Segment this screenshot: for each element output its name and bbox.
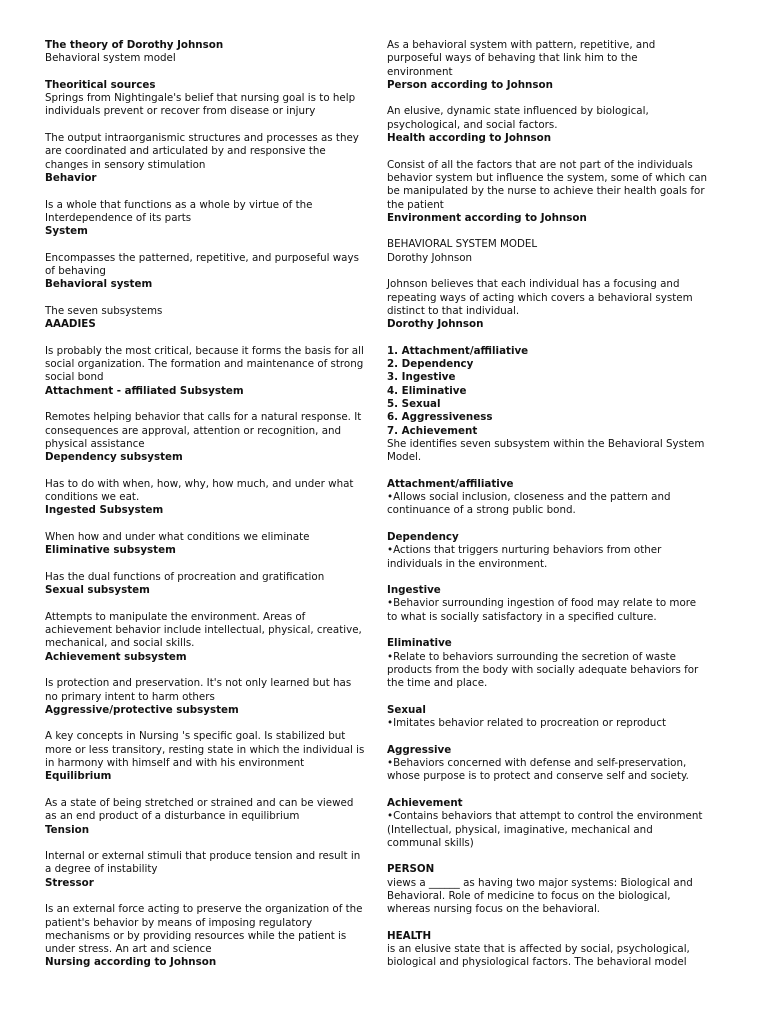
heading-line: Equilibrium [45,770,112,783]
left-text-block [45,79,367,119]
left-text-block [45,903,367,969]
text-line: repeating ways of acting which covers a behavioral system [387,291,693,304]
text-line: Is probably the most critical, because it forms the basis for all [45,344,364,357]
text-line: of behaving [45,265,106,278]
heading-line: Achievement subsystem [45,650,187,663]
text-line: •Imitates behavior related to procreation or reproduct [387,717,667,730]
text-line: individuals in the environment. [387,557,548,570]
text-line: When how and under what conditions we eliminate [45,530,310,543]
heading-line: Person according to Johnson [387,78,553,91]
text-line: Is protection and preservation. It's not only learned but has [45,677,352,690]
heading-line: Tension [45,823,90,836]
text-line: environment [387,65,453,78]
text-line: Is an external force acting to preserve the organization of the [45,903,363,916]
text-line: The output intraorganismic structures and processes as they [45,132,359,145]
text-line: Has to do with when, how, why, how much, and under what [45,477,354,490]
text-line: Interdependence of its parts [45,211,192,224]
left-text-block [45,478,367,518]
heading-line: Dependency [387,530,459,543]
heading-line: Eliminative subsystem [45,544,176,557]
text-line: Dorothy Johnson [387,251,473,264]
text-line: no primary intent to harm others [45,690,215,703]
text-line: to what is socially satisfactory in a specified culture. [387,610,657,623]
heading-line: Health according to Johnson [387,132,552,145]
heading-line: The theory of Dorothy Johnson [45,39,224,51]
text-line: changes in sensory stimulation [45,158,206,171]
left-text-block [45,252,367,292]
left-text-block [45,677,367,717]
text-line: social bond [45,371,104,384]
text-line: is an elusive state that is affected by social, psychological, [387,943,690,956]
text-line: Is a whole that functions as a whole by virtue of the [45,198,313,211]
text-line: mechanisms or by providing resources while the patient is [45,929,347,942]
right-text-block [387,39,707,92]
text-line: •Allows social inclusion, closeness and the pattern and [387,491,671,504]
right-text-block [387,531,707,571]
heading-line: AAADIES [45,318,96,331]
text-line: distinct to that individual. [387,304,520,317]
right-text-block [387,159,707,225]
text-line: •Actions that triggers nurturing behaviors from other [387,544,662,557]
text-line: •Relate to behaviors surrounding the secretion of waste [387,650,676,663]
right-text-block [387,105,707,145]
text-line: As a behavioral system with pattern, repetitive, and [387,39,656,51]
right-text-block [387,797,707,850]
heading-line: 5. Sexual [387,398,441,411]
text-line: purposeful ways of behaving that link him to the [387,52,638,65]
text-line: (Intellectual, physical, imaginative, mechanical and [387,823,653,836]
text-line: patient's behavior by means of imposing regulatory [45,916,313,929]
right-text-block [387,637,707,690]
text-line: under stress. An art and science [45,943,212,956]
text-line: consequences are approval, attention or recognition, and [45,424,342,437]
left-column [45,39,367,983]
heading-line: Ingested Subsystem [45,504,164,517]
text-line: •Behavior surrounding ingestion of food may relate to more [387,597,697,610]
right-text-block [387,930,707,970]
text-line: views a ______ as having two major systems: Biological and [387,876,693,889]
right-text-block [387,584,707,624]
left-text-block [45,797,367,837]
text-line: social organization. The formation and maintenance of strong [45,358,364,371]
heading-line: 3. Ingestive [387,371,456,384]
right-text-block [387,744,707,784]
text-line: Has the dual functions of procreation and gratification [45,570,325,583]
text-line: Springs from Nightingale's belief that nursing goal is to help [45,92,356,105]
text-line: Attempts to manipulate the environment. Areas of [45,610,306,623]
text-line: biological and physiological factors. The behavioral model [387,956,687,969]
text-line: individuals prevent or recover from disease or injury [45,105,316,118]
heading-line: Achievement [387,796,463,809]
text-line: Behavioral system model [45,52,176,65]
heading-line: 7. Achievement [387,424,478,437]
text-line: the patient [387,198,444,211]
text-line: achievement behavior include intellectual, physical, creative, [45,624,362,637]
text-line: whereas nursing focus on the behavioral. [387,903,601,916]
left-text-block [45,850,367,890]
heading-line: PERSON [387,863,435,876]
text-line: An elusive, dynamic state influenced by biological, [387,105,649,118]
right-text-block [387,704,707,731]
left-text-block [45,132,367,185]
text-line: physical assistance [45,437,145,450]
text-line: psychological, and social factors. [387,118,558,131]
text-line: Encompasses the patterned, repetitive, and purposeful ways [45,251,359,264]
heading-line: HEALTH [387,929,432,942]
text-line: are coordinated and articulated by and responsive the [45,145,326,158]
left-text-block [45,611,367,664]
left-text-block [45,305,367,332]
text-line: BEHAVIORAL SYSTEM MODEL [387,238,538,251]
text-line: conditions we eat. [45,491,140,504]
text-line: •Contains behaviors that attempt to control the environment [387,810,703,823]
text-line: in harmony with himself and with his environment [45,757,305,770]
text-line: A key concepts in Nursing 's specific goal. Is stabilized but [45,730,346,743]
text-line: Behavioral. Role of medicine to focus on the biological, [387,890,671,902]
text-line: continuance of a strong public bond. [387,504,576,517]
text-line: communal skills) [387,836,474,849]
heading-line: Behavior [45,171,97,184]
text-line: She identifies seven subsystem within the Behavioral System [387,437,705,450]
heading-line: Theoritical sources [45,78,156,91]
heading-line: Ingestive [387,584,441,597]
text-line: Internal or external stimuli that produce tension and result in [45,850,361,863]
heading-line: Sexual [387,703,426,716]
heading-line: Aggressive [387,743,452,756]
left-text-block [45,571,367,598]
text-line: Remotes helping behavior that calls for a natural response. It [45,411,362,424]
text-line: Model. [387,451,422,464]
right-column [387,39,707,983]
heading-line: 2. Dependency [387,358,474,371]
text-line: more or less transitory, resting state in which the individual is [45,743,365,756]
heading-line: Attachment/affiliative [387,477,514,490]
left-text-block [45,730,367,783]
text-line: the time and place. [387,677,488,690]
text-line: as an end product of a disturbance in equilibrium [45,810,300,823]
heading-line: Dependency subsystem [45,451,183,464]
text-line: Johnson believes that each individual has a focusing and [387,278,680,291]
heading-line: 4. Eliminative [387,384,467,397]
left-text-block [45,531,367,558]
left-text-block [45,411,367,464]
text-line: whose purpose is to protect and conserve self and society. [387,770,689,783]
right-text-block [387,345,707,465]
text-line: mechanical, and social skills. [45,637,195,650]
left-text-block [45,199,367,239]
heading-line: Sexual subsystem [45,584,150,597]
heading-line: 1. Attachment/affiliative [387,344,529,357]
left-text-block [45,39,367,66]
text-line: products from the body with socially adequate behaviors for [387,663,699,676]
text-line: •Behaviors concerned with defense and self-preservation, [387,757,687,770]
right-text-block [387,238,707,265]
text-line: a degree of instability [45,863,158,876]
heading-line: Environment according to Johnson [387,211,587,224]
right-text-block [387,478,707,518]
text-line: The seven subsystems [45,304,163,317]
heading-line: Stressor [45,876,94,889]
text-line: be manipulated by the nurse to achieve their health goals for [387,185,705,198]
heading-line: 6. Aggressiveness [387,411,493,424]
heading-line: Nursing according to Johnson [45,956,217,969]
text-line: behavior system but influence the system, some of which can [387,171,708,184]
text-line: Consist of all the factors that are not part of the individuals [387,158,693,171]
left-text-block [45,345,367,398]
right-text-block [387,278,707,331]
right-text-block [387,863,707,916]
heading-line: Aggressive/protective subsystem [45,703,239,716]
heading-line: Eliminative [387,637,452,650]
heading-line: Dorothy Johnson [387,318,484,331]
heading-line: Attachment - affiliated Subsystem [45,384,244,397]
heading-line: System [45,225,88,238]
text-line: As a state of being stretched or strained and can be viewed [45,796,354,809]
heading-line: Behavioral system [45,278,153,291]
